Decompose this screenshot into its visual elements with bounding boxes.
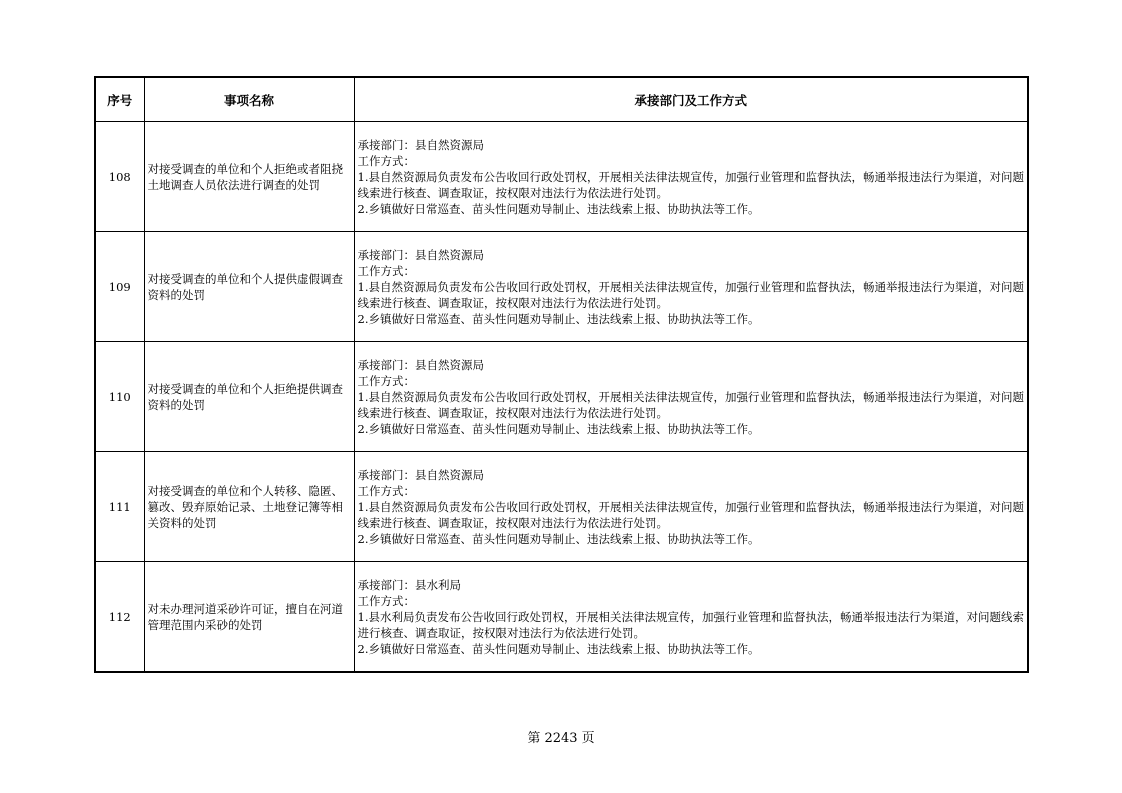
dept-line: 承接部门：县自然资源局 [357, 467, 484, 482]
items-table [94, 76, 1029, 673]
method-title: 工作方式： [357, 153, 415, 168]
table-row [95, 562, 1028, 673]
row-item-name: 对未办理河道采砂许可证，擅自在河道管理范围内采砂的处罚 [144, 562, 354, 673]
table-row [95, 452, 1028, 562]
row-item-name: 对接受调查的单位和个人拒绝提供调查资料的处罚 [144, 342, 354, 452]
method-step-1: 1.县水利局负责发布公告收回行政处罚权，开展相关法律法规宣传，加强行业管理和监督执法，畅通举报违法行为渠道，对问题线索进行核查、调查取证，按权限对违法行为依法进行处罚。 [357, 609, 1024, 640]
table-row [95, 342, 1028, 452]
method-step-2: 2.乡镇做好日常巡查、苗头性问题劝导制止、违法线索上报、协助执法等工作。 [357, 201, 760, 216]
row-item-name: 对接受调查的单位和个人转移、隐匿、篡改、毁弃原始记录、土地登记簿等相关资料的处罚 [144, 452, 354, 562]
method-step-1: 1.县自然资源局负责发布公告收回行政处罚权，开展相关法律法规宣传，加强行业管理和监督执法，畅通举报违法行为渠道，对问题线索进行核查、调查取证，按权限对违法行为依法进行处罚。 [357, 169, 1024, 200]
row-seq: 108 [95, 122, 144, 232]
row-dept-method [354, 122, 1028, 232]
row-seq: 111 [95, 452, 144, 562]
row-dept-method [354, 232, 1028, 342]
method-title: 工作方式： [357, 593, 415, 608]
dept-line: 承接部门：县自然资源局 [357, 247, 484, 262]
table-header-row [95, 77, 1028, 122]
method-title: 工作方式： [357, 263, 415, 278]
row-item-name: 对接受调查的单位和个人提供虚假调查资料的处罚 [144, 232, 354, 342]
table-row [95, 232, 1028, 342]
method-step-1: 1.县自然资源局负责发布公告收回行政处罚权，开展相关法律法规宣传，加强行业管理和监督执法，畅通举报违法行为渠道，对问题线索进行核查、调查取证，按权限对违法行为依法进行处罚。 [357, 499, 1024, 530]
row-seq: 112 [95, 562, 144, 673]
method-step-1: 1.县自然资源局负责发布公告收回行政处罚权，开展相关法律法规宣传，加强行业管理和监督执法，畅通举报违法行为渠道，对问题线索进行核查、调查取证，按权限对违法行为依法进行处罚。 [357, 389, 1024, 420]
row-dept-method [354, 452, 1028, 562]
row-seq: 110 [95, 342, 144, 452]
method-step-2: 2.乡镇做好日常巡查、苗头性问题劝导制止、违法线索上报、协助执法等工作。 [357, 641, 760, 656]
row-dept-method [354, 342, 1028, 452]
header-seq: 序号 [95, 77, 144, 122]
method-step-2: 2.乡镇做好日常巡查、苗头性问题劝导制止、违法线索上报、协助执法等工作。 [357, 421, 760, 436]
row-seq: 109 [95, 232, 144, 342]
header-dept-method: 承接部门及工作方式 [354, 77, 1028, 122]
method-title: 工作方式： [357, 483, 415, 498]
method-step-2: 2.乡镇做好日常巡查、苗头性问题劝导制止、违法线索上报、协助执法等工作。 [357, 311, 760, 326]
dept-line: 承接部门：县自然资源局 [357, 357, 484, 372]
method-step-2: 2.乡镇做好日常巡查、苗头性问题劝导制止、违法线索上报、协助执法等工作。 [357, 531, 760, 546]
header-item-name: 事项名称 [144, 77, 354, 122]
row-item-name: 对接受调查的单位和个人拒绝或者阻挠土地调查人员依法进行调查的处罚 [144, 122, 354, 232]
method-title: 工作方式： [357, 373, 415, 388]
method-step-1: 1.县自然资源局负责发布公告收回行政处罚权，开展相关法律法规宣传，加强行业管理和监督执法，畅通举报违法行为渠道，对问题线索进行核查、调查取证，按权限对违法行为依法进行处罚。 [357, 279, 1024, 310]
table-row [95, 122, 1028, 232]
dept-line: 承接部门：县水利局 [357, 577, 461, 592]
page-number: 第 2243 页 [527, 731, 595, 746]
dept-line: 承接部门：县自然资源局 [357, 137, 484, 152]
row-dept-method [354, 562, 1028, 673]
